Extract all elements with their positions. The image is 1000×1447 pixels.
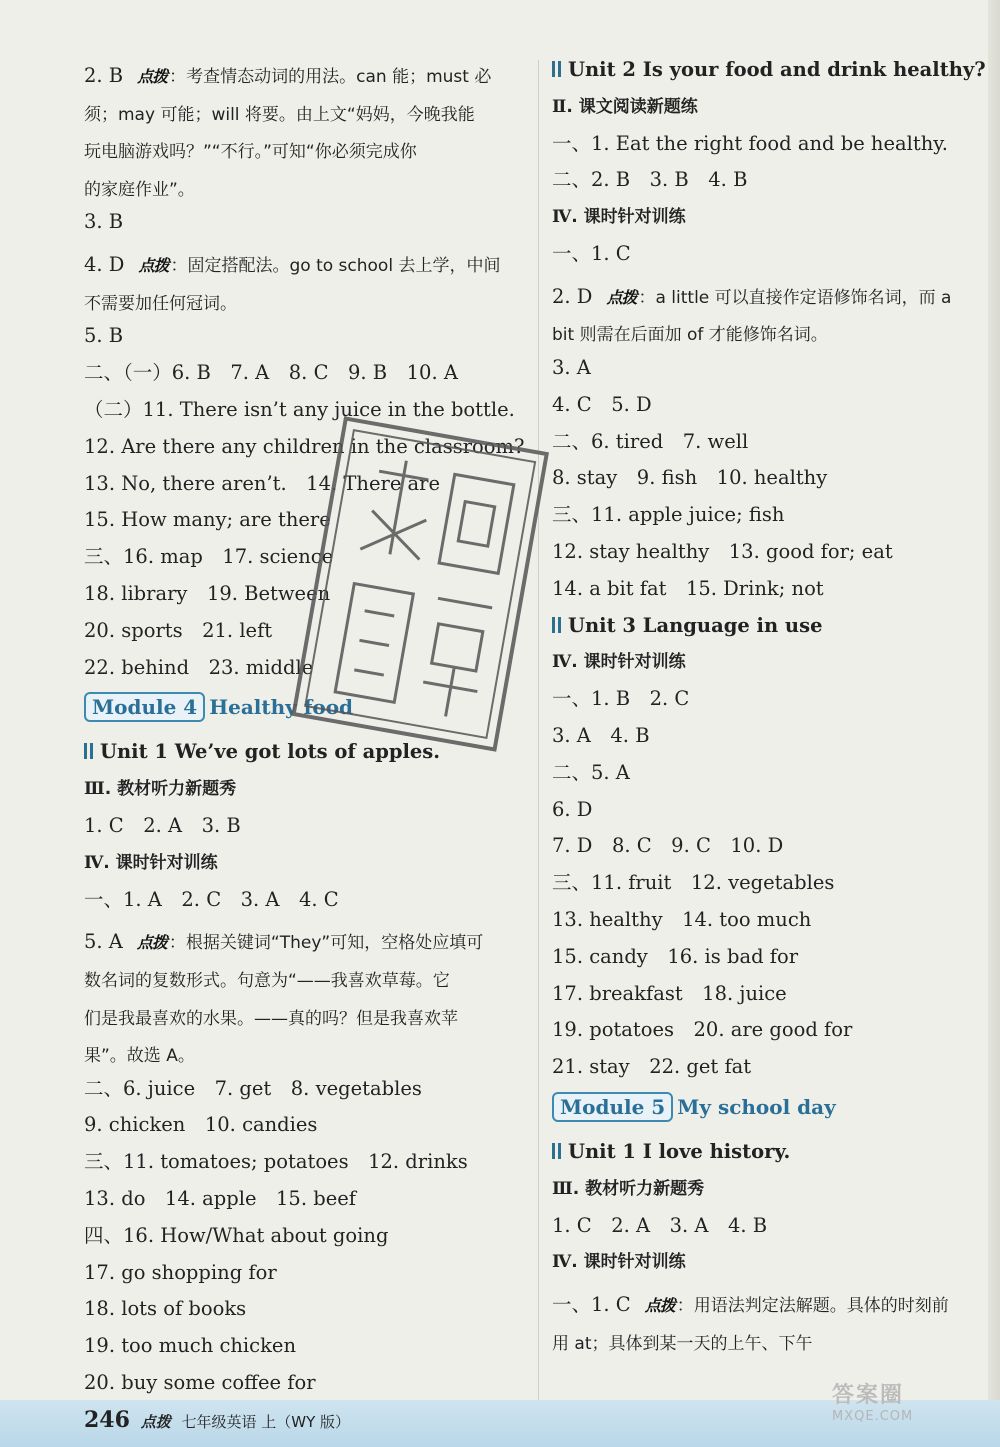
explanation-text: 果”。故选 A。 [84, 1046, 195, 1067]
page-edge [988, 0, 1000, 1447]
section-heading [552, 1250, 992, 1274]
explanation-text: 5. A [84, 930, 123, 954]
module-title: My school day [677, 1094, 836, 1119]
answer-line: 二、5. A [552, 760, 630, 784]
answer-line: 13. healthy 14. too much [552, 907, 812, 931]
section-heading [84, 851, 524, 875]
answer-line: 19. potatoes 20. are good for [552, 1018, 853, 1042]
explanation-line [84, 924, 524, 962]
footer-brand: 点拨 [140, 1413, 171, 1431]
answer-line: 18. lots of books [84, 1297, 247, 1321]
unit-title: Unit 1 We’ve got lots of apples. [100, 740, 441, 764]
footer-book-title: 七年级英语 上（WY 版） [181, 1413, 351, 1431]
answer-line: 1. C 2. A 3. B [84, 813, 241, 837]
hint-label: 点拨 [137, 67, 168, 86]
answer-line: 17. breakfast 18. juice [552, 981, 787, 1005]
answer-line: 6. D [552, 797, 593, 821]
answer-line: 一、1. C [552, 241, 631, 265]
answer-line: 9. chicken 10. candies [84, 1113, 318, 1137]
explanation-line [84, 962, 524, 1000]
explanation-text: 们是我最喜欢的水果。——真的吗？但是我喜欢苹 [84, 1008, 458, 1029]
answer-line: 20. sports 21. left [84, 618, 273, 642]
answer-line: 三、11. tomatoes; potatoes 12. drinks [84, 1150, 468, 1174]
unit-heading [552, 58, 992, 82]
answer-line: 15. How many; are there [84, 508, 331, 532]
explanation-text: 4. D [84, 253, 125, 277]
answer-line: 21. stay 22. get fat [552, 1055, 752, 1079]
answer-line: 一、1. B 2. C [552, 687, 690, 711]
hint-label: 点拨 [138, 256, 169, 276]
explanation-line [84, 58, 524, 96]
left-column [84, 58, 524, 1408]
explanation-text: bit 则需在后面加 of 才能修饰名词。 [552, 325, 828, 346]
explanation-text: 不需要加任何冠词。 [84, 293, 237, 314]
explanation-line [84, 96, 524, 134]
answer-line: 12. Are there any children in the classroom? [84, 434, 525, 458]
section-heading [84, 777, 524, 801]
explanation-text: 数名词的复数形式。句意为“——我喜欢草莓。它 [84, 970, 450, 991]
section-heading [552, 650, 992, 674]
answer-line: 7. D 8. C 9. C 10. D [552, 834, 784, 858]
explanation-line [552, 279, 992, 317]
section-numeral: Ⅳ [84, 852, 104, 873]
answer-line: 15. candy 16. is bad for [552, 944, 799, 968]
answer-line: 1. C 2. A 3. A 4. B [552, 1213, 768, 1237]
explanation-line [84, 1037, 524, 1075]
section-numeral: Ⅲ [552, 1178, 573, 1199]
explanation-text: 用 at；具体到某一天的上午、下午 [552, 1333, 813, 1354]
explanation-line [84, 285, 524, 323]
section-bar-icon [552, 617, 562, 633]
answer-line: 二、2. B 3. B 4. B [552, 168, 748, 192]
explanation-text: ：用语法判定法解题。具体的时刻前 [676, 1296, 949, 1317]
unit-heading [552, 1140, 992, 1164]
section-title: . 教材听力新题秀 [104, 779, 237, 800]
section-bar-icon [552, 61, 562, 77]
unit-title: Unit 2 Is your food and drink healthy? [568, 58, 986, 81]
footer [84, 1405, 350, 1437]
hint-label: 点拨 [136, 933, 167, 953]
section-heading [552, 1177, 992, 1201]
watermark-url: MXQE.COM [832, 1409, 914, 1424]
answer-line: 三、16. map 17. science [84, 545, 334, 569]
explanation-line [84, 171, 524, 209]
answer-line: 12. stay healthy 13. good for; eat [552, 539, 893, 563]
section-title: . 课文阅读新题练 [566, 96, 698, 117]
unit-title: Unit 1 I love history. [568, 1139, 791, 1163]
section-numeral: Ⅲ [84, 779, 105, 800]
explanation-text: 2. B [84, 64, 124, 87]
answer-line: 14. a bit fat 15. Drink; not [552, 576, 824, 600]
hint-label: 点拨 [606, 287, 637, 307]
answer-line: 三、11. apple juice; fish [552, 503, 785, 527]
section-numeral: Ⅱ [552, 96, 567, 117]
answer-line: 18. library 19. Between [84, 581, 331, 605]
answer-line: 一、1. Eat the right food and be healthy. [552, 131, 948, 155]
explanation-text: ：考查情态动词的用法。can 能；must 必 [169, 67, 492, 87]
explanation-text: 一、1. C [552, 1293, 631, 1317]
explanation-text: ：根据关键词“They”可知，空格处应填可 [168, 933, 484, 954]
page-number: 246 [84, 1407, 130, 1433]
answer-line: 二、6. tired 7. well [552, 429, 749, 453]
section-numeral: Ⅳ [552, 652, 572, 673]
section-heading [552, 205, 992, 229]
answer-line: 17. go shopping for [84, 1260, 277, 1284]
module-heading [84, 692, 524, 724]
answer-line: 二、（一）6. B 7. A 8. C 9. B 10. A [84, 361, 458, 385]
watermark-logo [832, 1378, 982, 1434]
module-heading [552, 1092, 992, 1124]
column-divider [538, 60, 539, 1400]
section-title: . 教材听力新题秀 [572, 1178, 705, 1199]
explanation-line [84, 247, 524, 285]
unit-title: Unit 3 Language in use [568, 613, 823, 637]
section-title: . 课时针对训练 [571, 1252, 686, 1273]
module-title: Healthy food [209, 695, 354, 720]
right-column [552, 58, 992, 1364]
module-label: Module 4 [84, 692, 205, 722]
answer-line: 4. C 5. D [552, 392, 652, 416]
answer-line: 19. too much chicken [84, 1334, 297, 1358]
unit-heading [84, 740, 524, 764]
section-title: . 课时针对训练 [571, 207, 686, 228]
module-label: Module 5 [552, 1092, 673, 1122]
answer-line: 一、1. A 2. C 3. A 4. C [84, 887, 339, 911]
hint-label: 点拨 [644, 1296, 675, 1316]
answer-line: 8. stay 9. fish 10. healthy [552, 466, 828, 490]
explanation-line [84, 133, 524, 171]
answer-line: 三、11. fruit 12. vegetables [552, 871, 835, 895]
answer-line: 3. A 4. B [552, 723, 650, 747]
answer-line: 3. A [552, 355, 591, 379]
answer-line: 3. B [84, 210, 124, 234]
answer-line: 22. behind 23. middle [84, 655, 314, 679]
answer-line: 5. B [84, 324, 124, 348]
unit-heading [552, 614, 992, 638]
explanation-text: 玩电脑游戏吗？”“不行。”可知“你必须完成你 [84, 142, 417, 163]
section-numeral: Ⅳ [552, 207, 572, 228]
explanation-text: 须；may 可能；will 将要。由上文“妈妈，今晚我能 [84, 104, 475, 125]
answer-line: 四、16. How/What about going [84, 1223, 389, 1247]
explanation-text: 的家庭作业”。 [84, 179, 195, 200]
explanation-line [552, 1287, 992, 1325]
explanation-line [84, 1000, 524, 1038]
answer-line: 二、6. juice 7. get 8. vegetables [84, 1076, 422, 1100]
explanation-line [552, 1325, 992, 1363]
explanation-line [552, 316, 992, 354]
explanation-text: 2. D [552, 284, 593, 308]
section-title: . 课时针对训练 [571, 652, 686, 673]
answer-line: 20. buy some coffee for [84, 1371, 316, 1395]
watermark-cn: 答案圈 [832, 1383, 905, 1408]
section-title: . 课时针对训练 [103, 852, 218, 873]
section-numeral: Ⅳ [552, 1252, 572, 1273]
answer-line: （二）11. There isn’t any juice in the bottle. [84, 397, 515, 421]
explanation-text: ：固定搭配法。go to school 去上学，中间 [170, 256, 501, 277]
section-bar-icon [552, 1143, 562, 1159]
section-bar-icon [84, 743, 94, 759]
explanation-text: ：a little 可以直接作定语修饰名词，而 a [638, 287, 952, 308]
answer-line: 13. do 14. apple 15. beef [84, 1187, 357, 1211]
section-heading [552, 95, 992, 119]
answer-line: 13. No, there aren’t. 14. There are [84, 471, 441, 495]
